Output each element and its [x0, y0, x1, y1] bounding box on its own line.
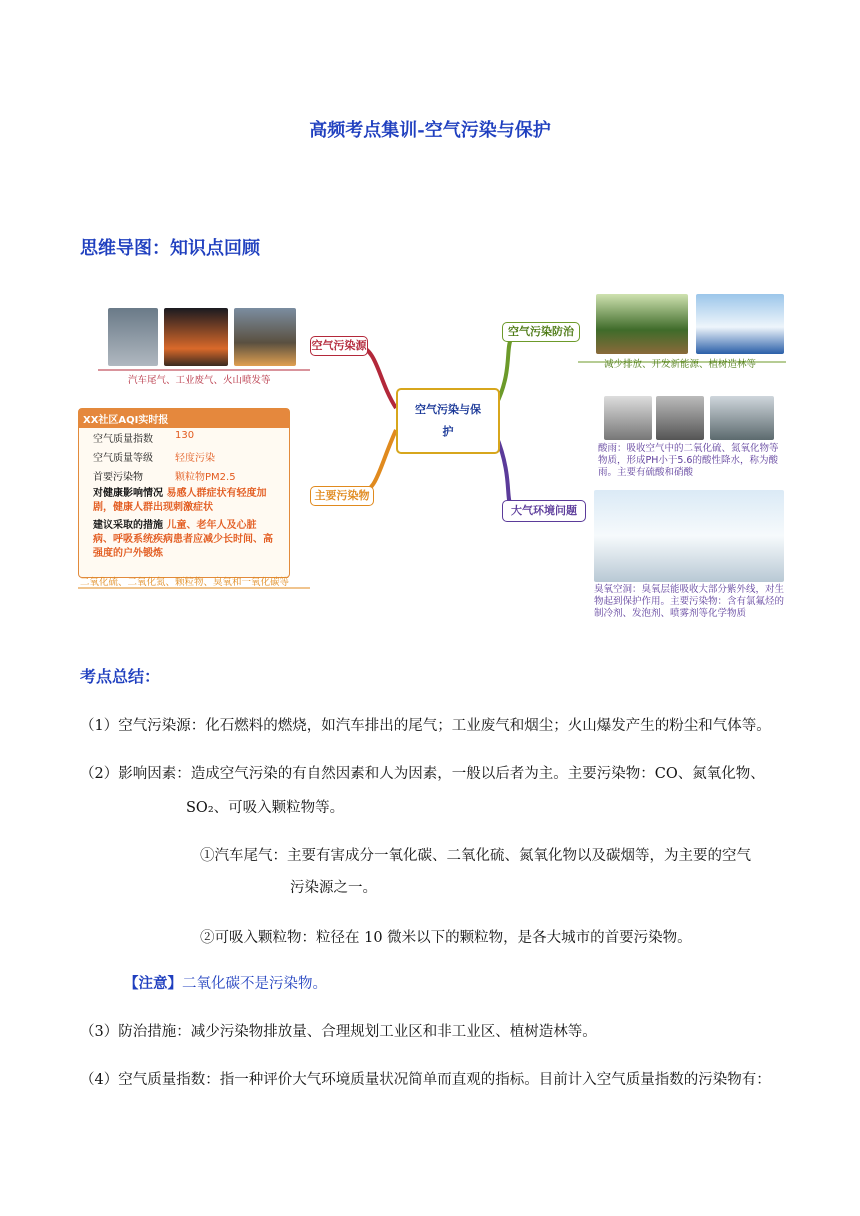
ozone-diagram: [594, 490, 784, 582]
summary-item-2-line1: （2）影响因素：造成空气污染的有自然因素和人为因素，一般以后者为主。主要污染物：CO、氮氧化物、: [80, 766, 765, 782]
center-label: 空气污染与保护: [415, 403, 481, 438]
aqi-row-label: 空气质量等级: [93, 453, 153, 464]
summary-subitem-2: ②可吸入颗粒物：粒径在 10 微米以下的颗粒物，是各大城市的首要污染物。: [200, 930, 692, 946]
source-caption: 汽车尾气、工业废气、火山喷发等: [128, 375, 271, 386]
aqi-row-value: 130: [175, 430, 195, 441]
mindmap-heading: 思维导图：知识点回顾: [80, 238, 260, 259]
dead-trees-photo: [710, 396, 774, 440]
forest-photo: [596, 294, 688, 354]
document-title: 高频考点集训-空气污染与保护: [309, 120, 551, 141]
aqi-row-label: 首要污染物: [93, 472, 143, 483]
factory-photo: [164, 308, 228, 366]
aqi-row-label: 空气质量指数: [93, 434, 153, 445]
statue-photo-2: [656, 396, 704, 440]
summary-subitem-1-line2: 污染源之一。: [290, 880, 377, 896]
aqi-row: [79, 428, 289, 447]
note-tag: 【注意】: [124, 975, 182, 992]
aqi-row: [79, 466, 289, 485]
aqi-health-text: 易感人群症状有轻度加剧，健康人群出现刺激症状: [93, 488, 267, 513]
aqi-row-value: 轻度污染: [175, 453, 215, 464]
aqi-advice-label: 建议采取的措施: [93, 520, 163, 531]
branch-source: 空气污染源: [310, 336, 368, 356]
aqi-advice: [79, 517, 289, 563]
mind-map-center: [396, 388, 500, 454]
prevention-caption: 减少排放、开发新能源、植树造林等: [604, 359, 757, 370]
aqi-report-card: [78, 408, 290, 578]
acid-rain-text: 酸雨：吸收空气中的二氧化硫、氮氧化物等物质，形成PH小于5.6的酸性降水，称为酸雨。主要有硫酸和硝酸: [598, 443, 779, 478]
summary-heading: 考点总结：: [80, 667, 161, 686]
summary-item-4: （4）空气质量指数：指一种评价大气环境质量状况简单而直观的指标。目前计入空气质量指数的污染物有：: [80, 1072, 771, 1088]
branch-pollutant: 主要污染物: [310, 486, 374, 506]
note: [124, 974, 327, 994]
aqi-header: XX社区AQI实时报: [79, 409, 289, 428]
aqi-advice-text: 儿童、老年人及心脏病、呼吸系统疾病患者应减少长时间、高强度的户外锻炼: [93, 520, 273, 559]
summary-item-1: （1）空气污染源：化石燃料的燃烧，如汽车排出的尾气；工业废气和烟尘；火山爆发产生的粉尘和气体等。: [80, 718, 771, 734]
aqi-row: [79, 447, 289, 466]
summary-item-3: （3）防治措施：减少污染物排放量、合理规划工业区和非工业区、植树造林等。: [80, 1024, 597, 1040]
aqi-health-label: 对健康影响情况: [93, 488, 163, 499]
statue-photo-1: [604, 396, 652, 440]
summary-item-2-line2: SO₂、可吸入颗粒物等。: [186, 800, 345, 816]
car-exhaust-photo: [108, 308, 158, 366]
volcano-photo: [234, 308, 296, 366]
pollutant-caption: 二氧化硫、二氧化氮、颗粒物、臭氧和一氧化碳等: [80, 577, 290, 588]
aqi-row-value: 颗粒物PM2.5: [175, 472, 236, 483]
wind-solar-photo: [696, 294, 784, 354]
branch-prevention: 空气污染防治: [502, 322, 580, 342]
aqi-health: [79, 485, 289, 517]
ozone-hole-text: 臭氧空洞：臭氧层能吸收大部分紫外线，对生物起到保护作用。主要污染物：含有氯氟烃的制冷剂、发泡剂、喷雾剂等化学物质: [594, 584, 785, 619]
note-text: 二氧化碳不是污染物。: [182, 976, 327, 992]
summary-subitem-1-line1: ①汽车尾气：主要有害成分一氧化碳、二氧化硫、氮氧化物以及碳烟等，为主要的空气: [200, 848, 751, 864]
branch-problem: 大气环境问题: [502, 500, 586, 522]
mind-map: [78, 290, 786, 635]
